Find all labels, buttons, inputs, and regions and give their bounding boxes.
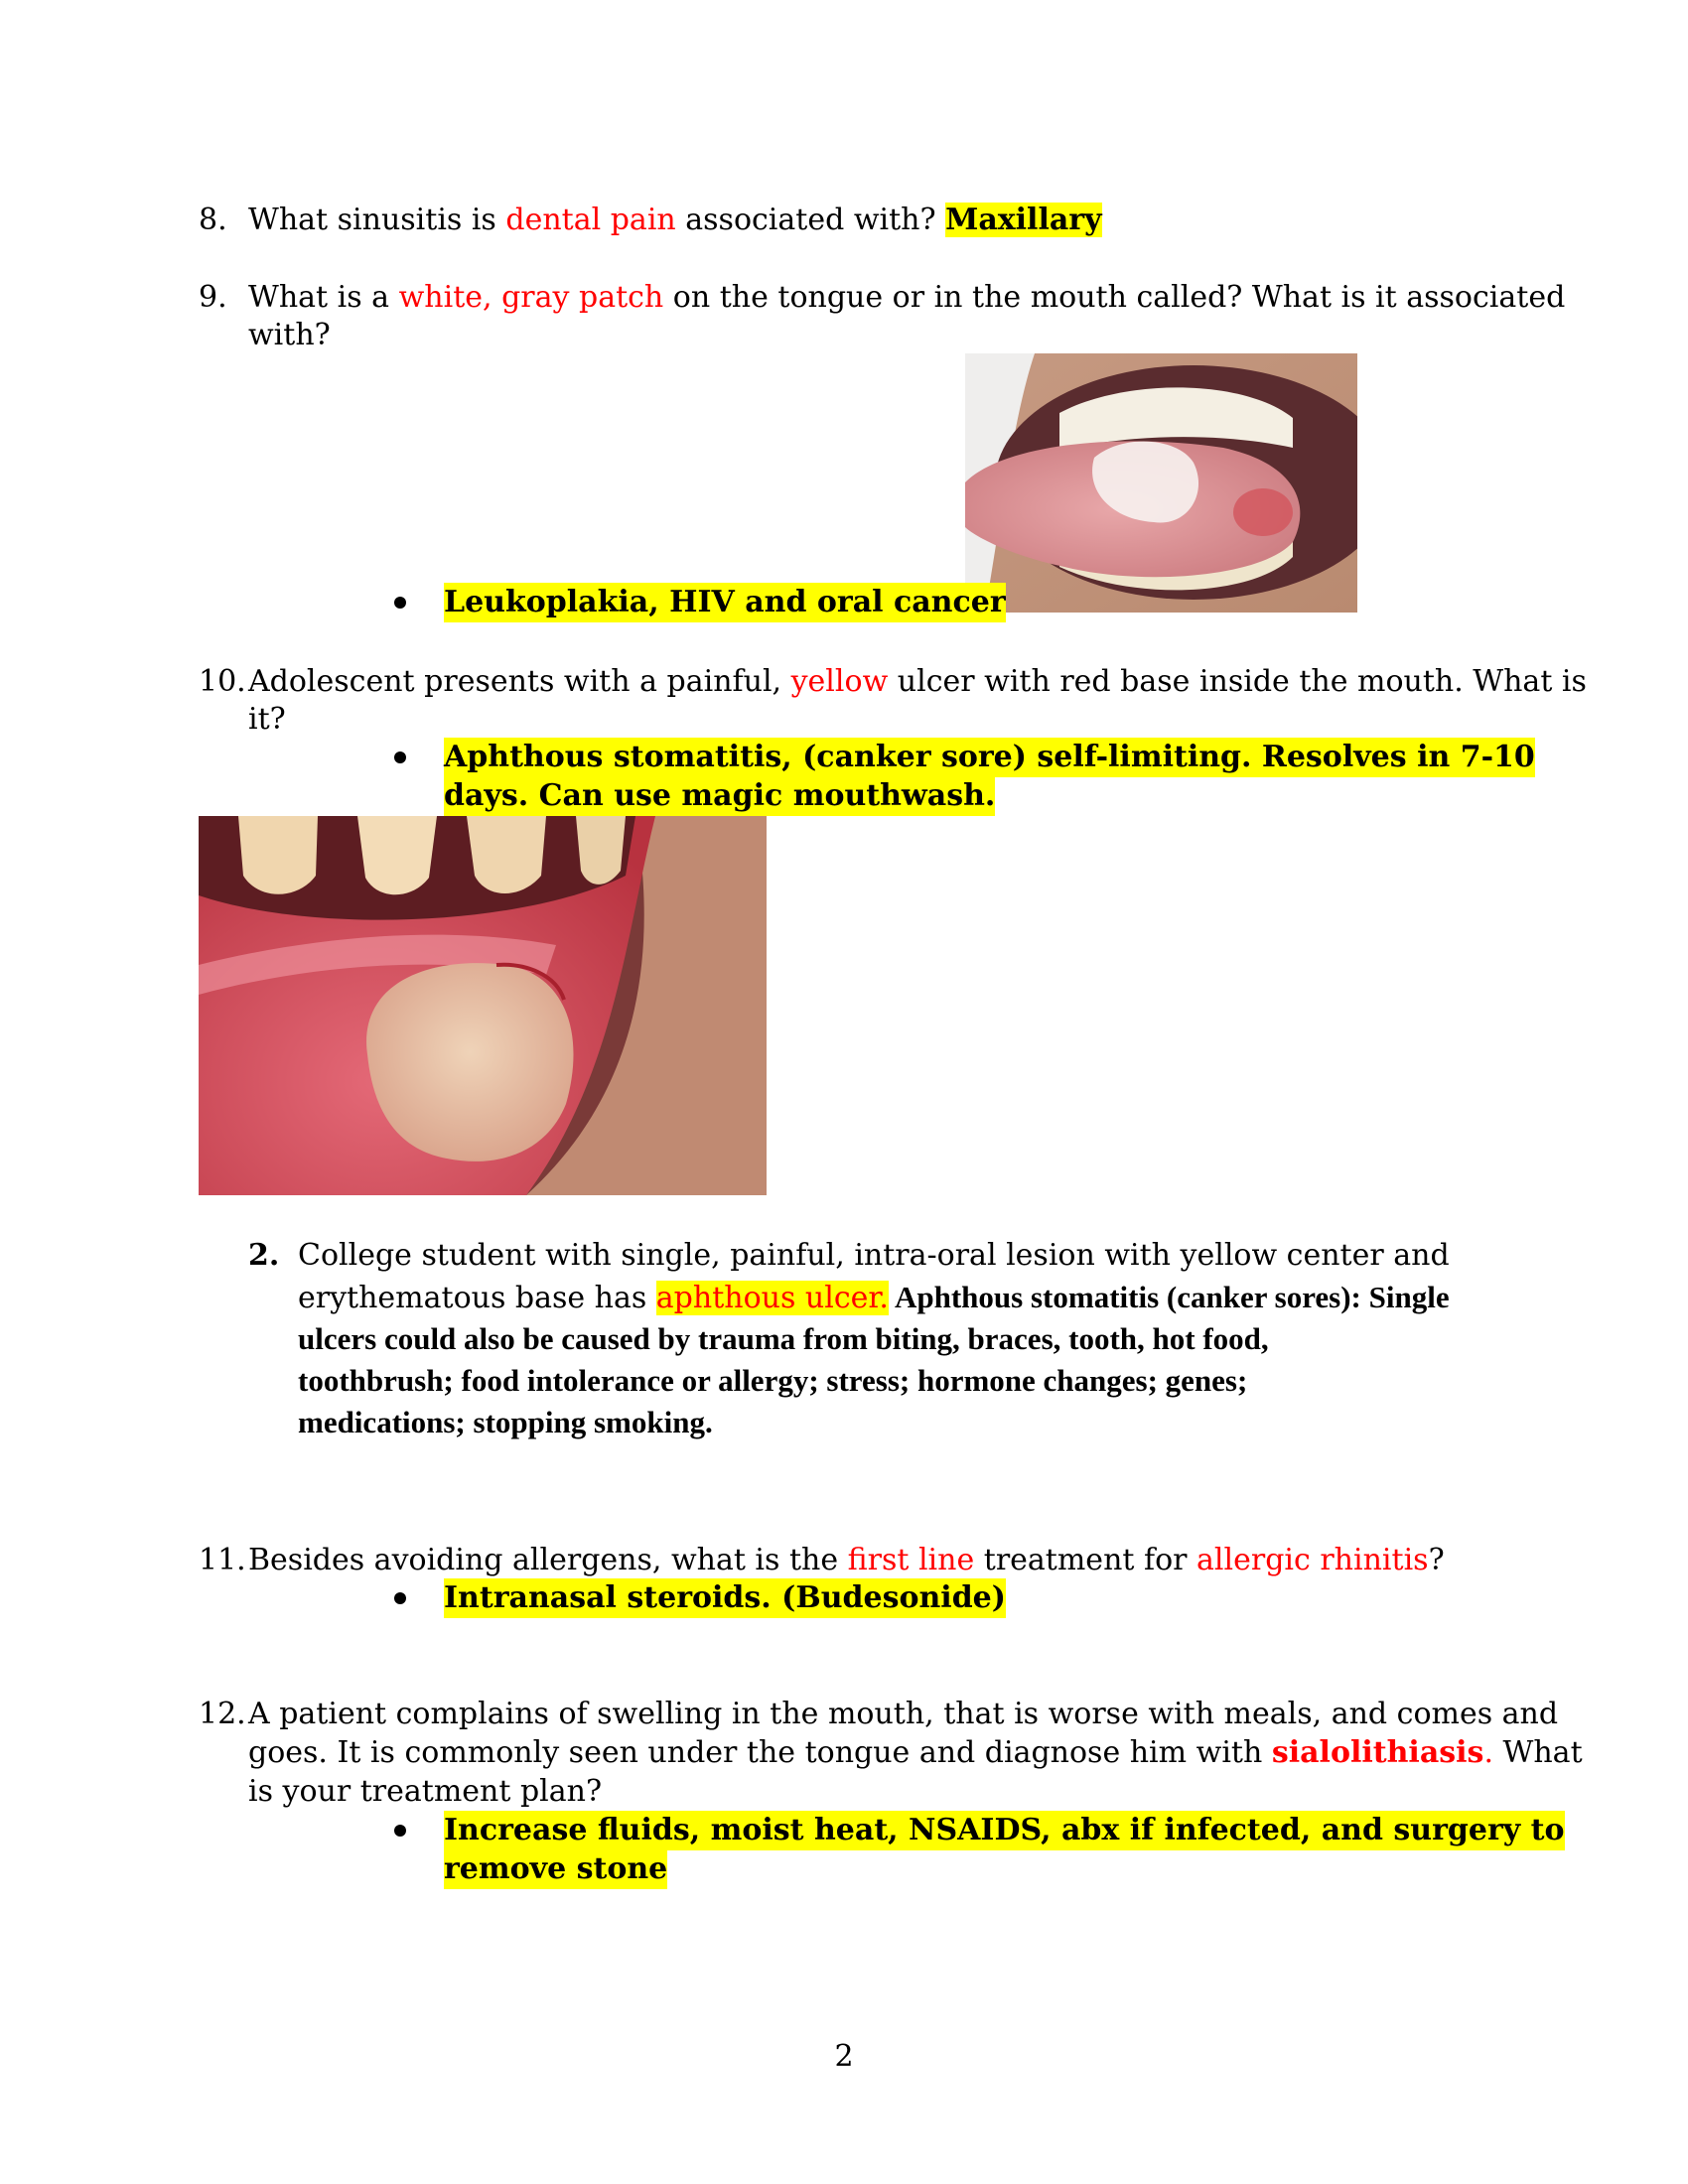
question-text: A patient complains of swelling in the mouth, that is worse with meals, and comes and [248,1697,1559,1731]
question-number: 8. [199,203,227,237]
leukoplakia-tongue-photo [965,353,1357,613]
question-text-cont: is your treatment plan? [248,1774,603,1809]
answer-treatment-line2: remove stone [444,1849,667,1889]
question-text-cont: goes. It is commonly seen under the tongue and diagnose him with sialolithiasis. What [248,1735,1583,1770]
bullet-icon [394,1592,406,1604]
bullet-icon [394,597,406,609]
canker-sore-photo [199,816,767,1195]
question-number: 10. [199,664,246,699]
answer-treatment-line1: Increase fluids, moist heat, NSAIDS, abx if infected, and surgery to [444,1811,1565,1850]
answer-aphthous-line1: Aphthous stomatitis, (canker sore) self-limiting. Resolves in 7-10 [444,738,1535,777]
question-text: What is a white, gray patch on the tongue or in the mouth called? What is it associated [248,280,1566,315]
bullet-icon [394,751,406,763]
answer-leukoplakia: Leukoplakia, HIV and oral cancer [444,583,1006,622]
ulcer-illustration [199,816,767,1195]
page-number: 2 [834,2039,854,2074]
sub-item-line3: ulcers could also be caused by trauma from biting, braces, tooth, hot food, [298,1321,1269,1356]
tongue-illustration [965,353,1357,613]
question-number: 11. [199,1543,246,1577]
question-text: Adolescent presents with a painful, yellow ulcer with red base inside the mouth. What is [248,664,1587,699]
sub-item-line2: erythematous base has aphthous ulcer. Aphthous stomatitis (canker sores): Single [298,1280,1450,1315]
answer-aphthous-line2: days. Can use magic mouthwash. [444,776,995,816]
sub-item-line4: toothbrush; food intolerance or allergy; stress; hormone changes; genes; [298,1363,1248,1398]
question-text: What sinusitis is dental pain associated with? Maxillary [248,203,1102,237]
question-text: Besides avoiding allergens, what is the first line treatment for allergic rhinitis? [248,1543,1445,1577]
answer-intranasal-steroids: Intranasal steroids. (Budesonide) [444,1578,1006,1618]
sub-item-line1: College student with single, painful, intra-oral lesion with yellow center and [298,1238,1450,1273]
question-text-cont: with? [248,318,331,352]
bullet-icon [394,1825,406,1837]
answer-highlight: Maxillary [945,203,1102,237]
question-text-cont: it? [248,702,286,737]
sub-item-line5: medications; stopping smoking. [298,1405,713,1439]
sub-item-number: 2. [248,1238,280,1273]
question-number: 9. [199,280,227,315]
question-number: 12. [199,1697,246,1731]
